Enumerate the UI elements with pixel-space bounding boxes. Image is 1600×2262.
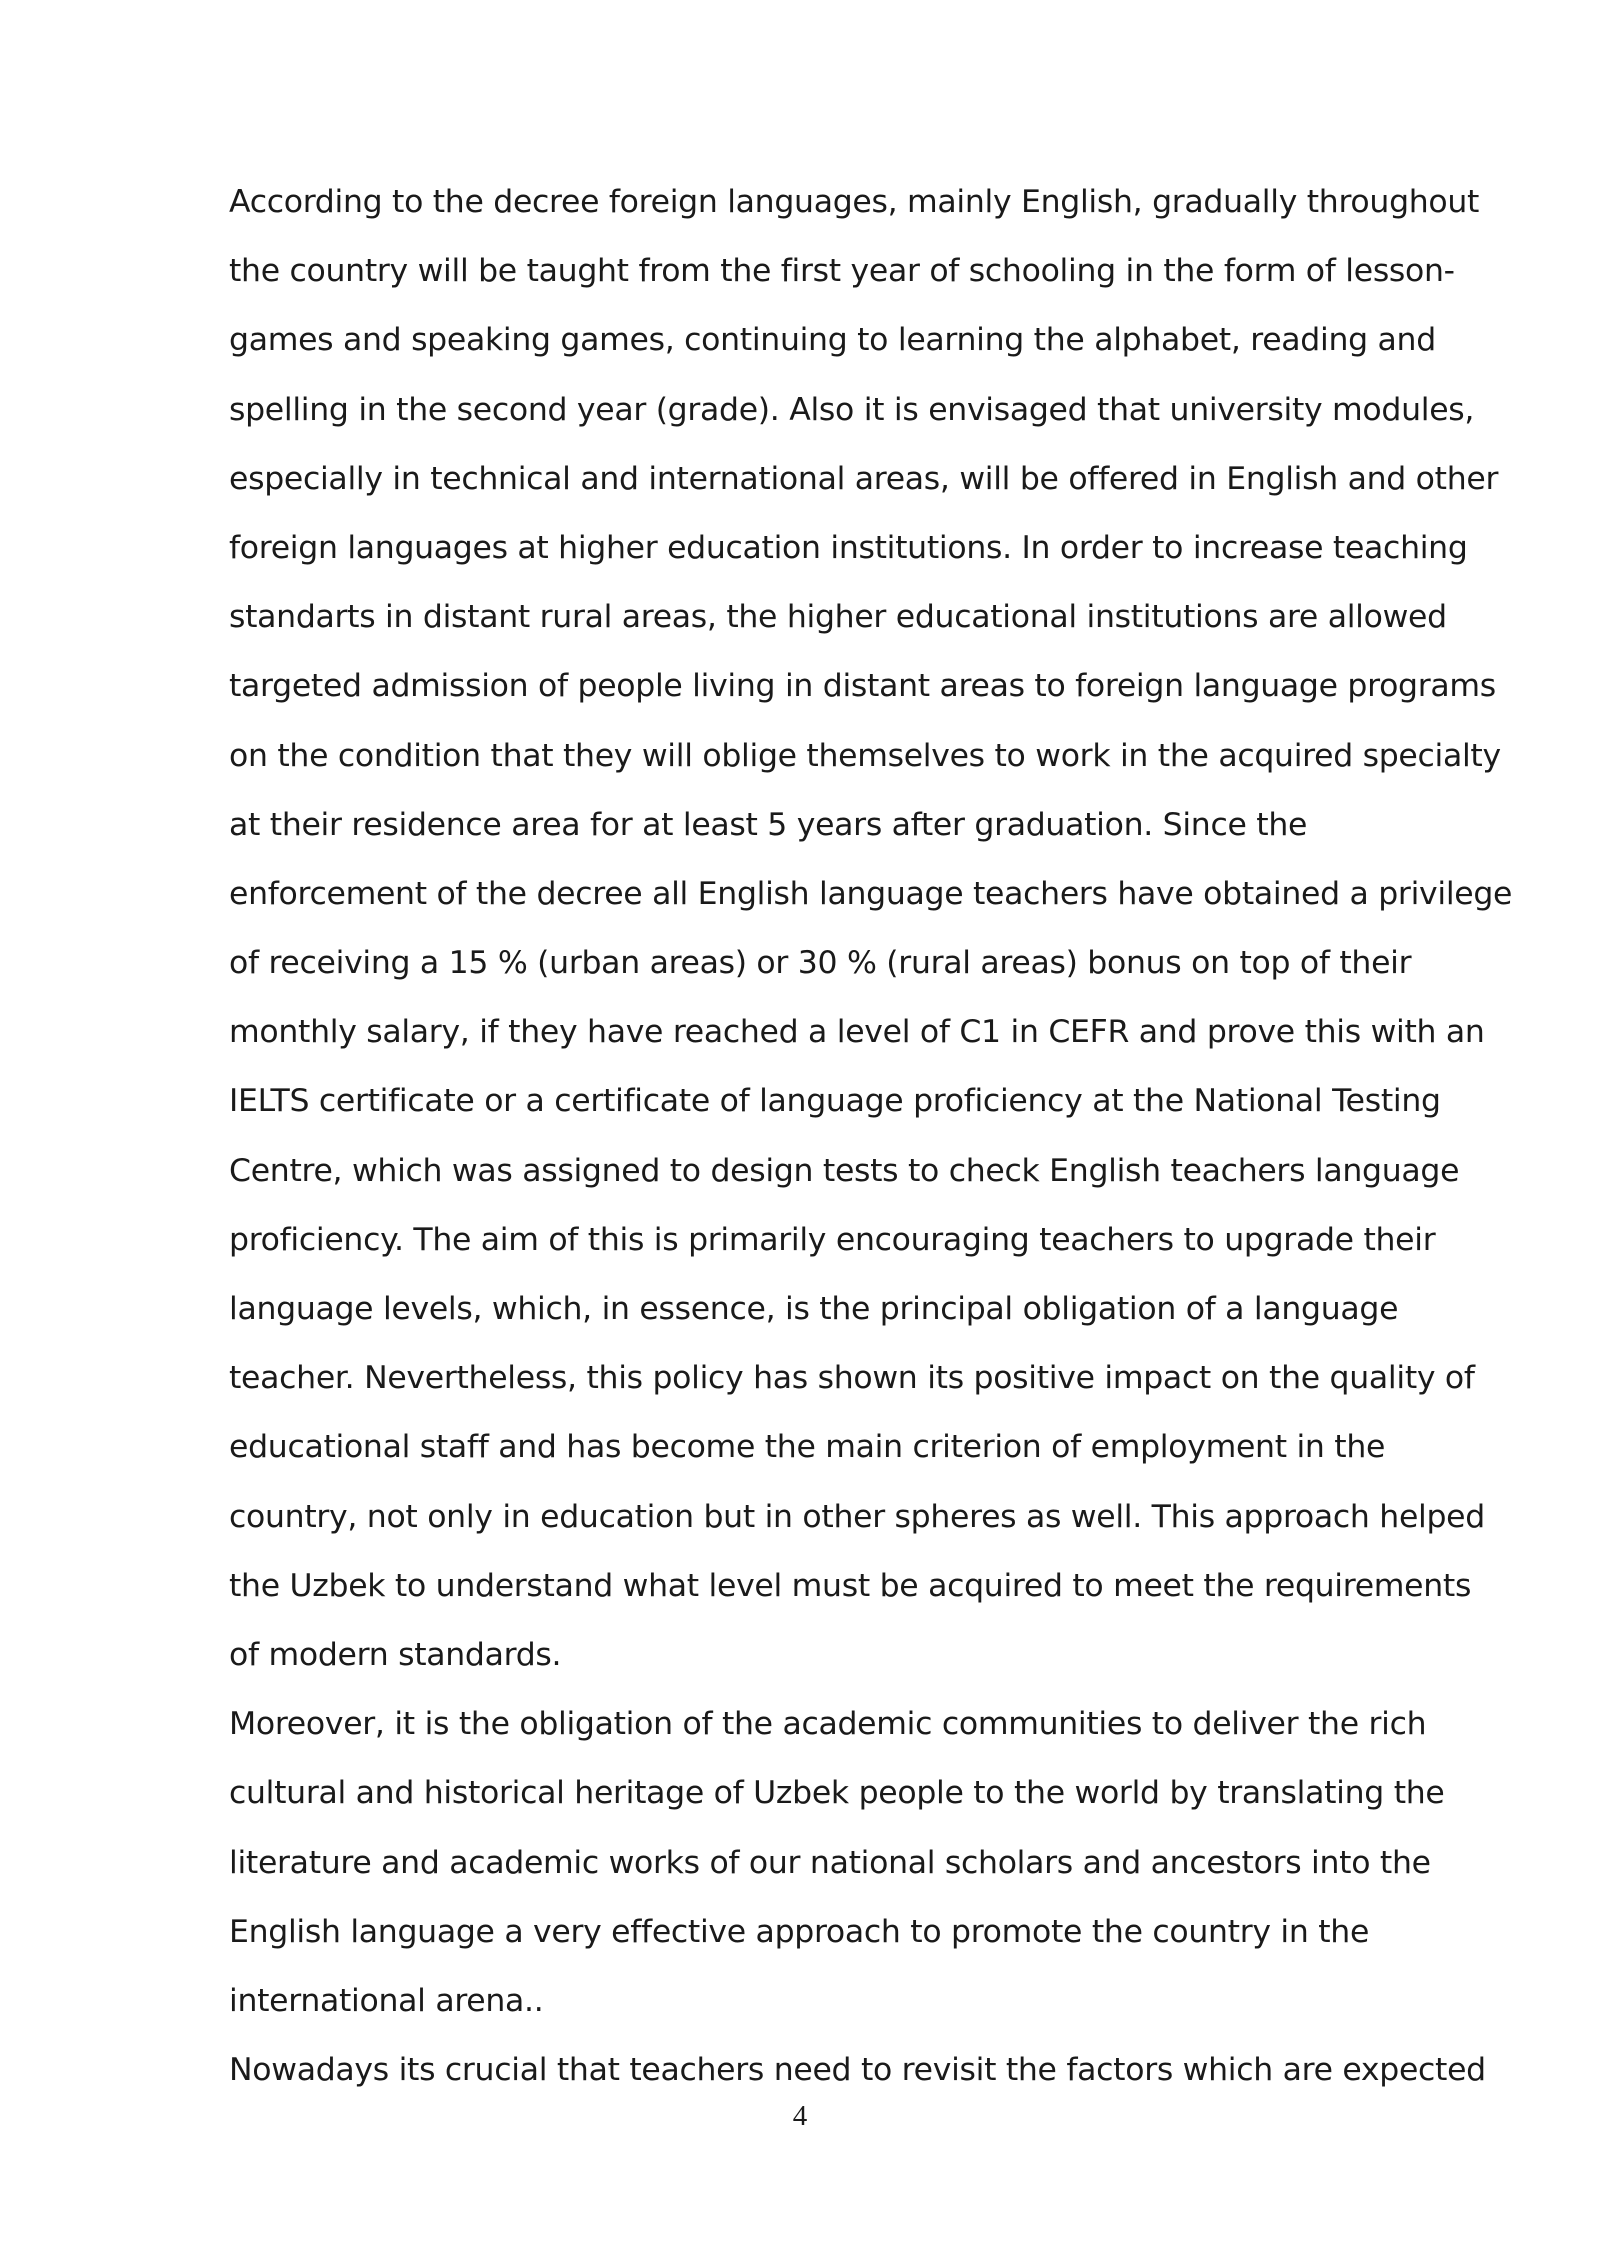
- text-line: spelling in the second year (grade). Also it is envisaged that university modules,: [229, 391, 1475, 428]
- text-line: monthly salary, if they have reached a level of C1 in CEFR and prove this with an: [229, 1014, 1485, 1051]
- text-line: foreign languages at higher education institutions. In order to increase teaching: [229, 529, 1468, 566]
- text-line: Nowadays its crucial that teachers need to revisit the factors which are expected: [229, 2052, 1486, 2089]
- body-text: [229, 168, 1513, 2105]
- text-line: language levels, which, in essence, is the principal obligation of a language: [229, 1291, 1399, 1327]
- text-line: cultural and historical heritage of Uzbek people to the world by translating the: [229, 1775, 1445, 1812]
- text-line: IELTS certificate or a certificate of language proficiency at the National Testing: [229, 1083, 1441, 1120]
- text-line: country, not only in education but in other spheres as well. This approach helped: [229, 1498, 1485, 1535]
- text-line: Moreover, it is the obligation of the academic communities to deliver the rich: [229, 1706, 1427, 1743]
- text-line: international arena..: [229, 1982, 544, 2019]
- text-line: Centre, which was assigned to design tests to check English teachers language: [229, 1152, 1460, 1189]
- text-line: According to the decree foreign languages, mainly English, gradually throughout: [229, 184, 1480, 220]
- text-line: games and speaking games, continuing to learning the alphabet, reading and: [229, 322, 1436, 359]
- text-line: on the condition that they will oblige themselves to work in the acquired specialty: [229, 737, 1501, 774]
- text-line: of modern standards.: [229, 1636, 562, 1673]
- text-line: especially in technical and international areas, will be offered in English and other: [229, 460, 1499, 497]
- text-line: targeted admission of people living in distant areas to foreign language programs: [229, 668, 1496, 705]
- text-line: at their residence area for at least 5 years after graduation. Since the: [229, 806, 1308, 843]
- text-line: educational staff and has become the main criterion of employment in the: [229, 1429, 1386, 1466]
- page-number: 4: [792, 2100, 808, 2132]
- text-line: proficiency. The aim of this is primarily encouraging teachers to upgrade their: [229, 1221, 1436, 1258]
- text-line: standarts in distant rural areas, the higher educational institutions are allowed: [229, 599, 1447, 636]
- text-line: of receiving a 15 % (urban areas) or 30 % (rural areas) bonus on top of their: [229, 945, 1412, 982]
- text-line: the Uzbek to understand what level must be acquired to meet the requirements: [229, 1567, 1472, 1604]
- text-line: English language a very effective approach to promote the country in the: [229, 1913, 1370, 1950]
- text-line: the country will be taught from the first year of schooling in the form of lesson-: [229, 253, 1455, 290]
- text-line: enforcement of the decree all English language teachers have obtained a privilege: [229, 875, 1513, 912]
- text-line: literature and academic works of our national scholars and ancestors into the: [229, 1844, 1431, 1881]
- text-line: teacher. Nevertheless, this policy has shown its positive impact on the quality of: [229, 1360, 1475, 1397]
